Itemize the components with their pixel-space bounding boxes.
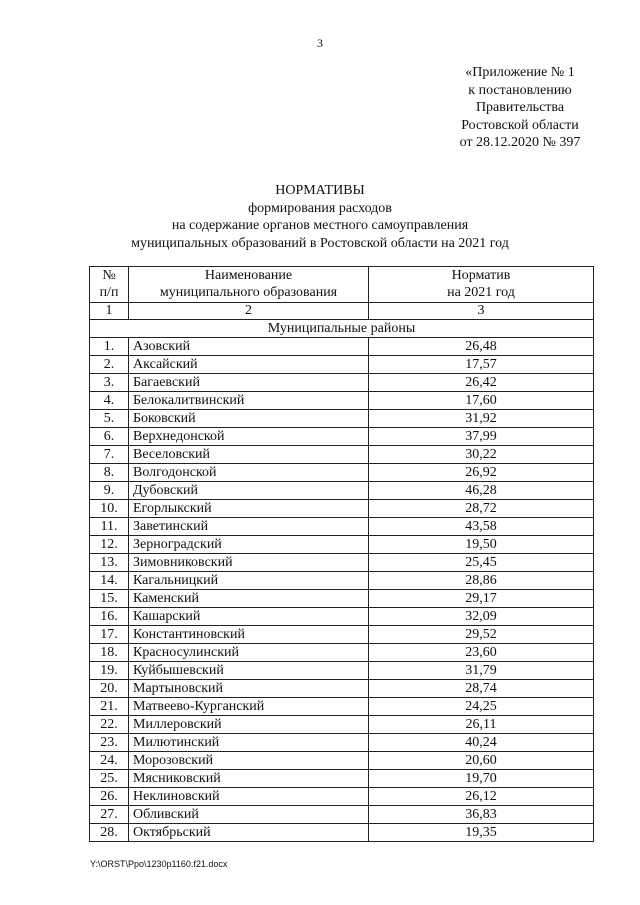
table-header-row: [90, 267, 594, 303]
table-row: [90, 644, 594, 662]
row-name: Мартыновский: [129, 680, 369, 698]
row-number: 6.: [90, 428, 129, 446]
column-number: 2: [129, 303, 369, 320]
table-row: [90, 590, 594, 608]
row-name: Зимовниковский: [129, 554, 369, 572]
table-row: [90, 572, 594, 590]
document-title: [0, 182, 640, 252]
row-number: 17.: [90, 626, 129, 644]
row-number: 3.: [90, 374, 129, 392]
appendix-line: «Приложение № 1: [465, 65, 575, 80]
table-row: [90, 464, 594, 482]
column-number: 1: [90, 303, 129, 320]
table-row: [90, 518, 594, 536]
row-number: 22.: [90, 716, 129, 734]
row-name: Верхнедонской: [129, 428, 369, 446]
row-name: Багаевский: [129, 374, 369, 392]
column-number-row: [90, 303, 594, 320]
row-number: 26.: [90, 788, 129, 806]
row-number: 2.: [90, 356, 129, 374]
table-row: [90, 392, 594, 410]
header-name-line1: Наименование: [204, 268, 293, 283]
table-row: [90, 770, 594, 788]
row-value: 31,79: [369, 662, 594, 680]
row-name: Константиновский: [129, 626, 369, 644]
table-row: [90, 824, 594, 842]
file-path-footer: Y:\ORST\Ppo\1230p1160.f21.docx: [90, 859, 228, 869]
header-value-line1: Норматив: [451, 268, 511, 283]
header-value-line2: на 2021 год: [447, 284, 515, 300]
table-row: [90, 626, 594, 644]
section-title: Муниципальные районы: [90, 320, 594, 338]
row-name: Боковский: [129, 410, 369, 428]
table-row: [90, 410, 594, 428]
row-value: 31,92: [369, 410, 594, 428]
row-name: Обливский: [129, 806, 369, 824]
row-name: Зерноградский: [129, 536, 369, 554]
row-value: 26,48: [369, 338, 594, 356]
table-row: [90, 554, 594, 572]
row-value: 23,60: [369, 644, 594, 662]
row-value: 28,74: [369, 680, 594, 698]
row-number: 24.: [90, 752, 129, 770]
row-number: 1.: [90, 338, 129, 356]
row-name: Октябрьский: [129, 824, 369, 842]
appendix-line: Правительства: [475, 100, 565, 115]
row-value: 26,42: [369, 374, 594, 392]
appendix-line: к постановлению: [468, 82, 572, 98]
table-row: [90, 338, 594, 356]
table-row: [90, 698, 594, 716]
row-value: 19,35: [369, 824, 594, 842]
row-name: Матвеево-Курганский: [129, 698, 369, 716]
table-row: [90, 536, 594, 554]
row-number: 14.: [90, 572, 129, 590]
table-row: [90, 788, 594, 806]
header-name-line2: муниципального образования: [159, 284, 338, 300]
row-value: 40,24: [369, 734, 594, 752]
row-number: 23.: [90, 734, 129, 752]
row-name: Кашарский: [129, 608, 369, 626]
row-number: 5.: [90, 410, 129, 428]
table-row: [90, 482, 594, 500]
row-value: 30,22: [369, 446, 594, 464]
table-row: [90, 680, 594, 698]
row-name: Красносулинский: [129, 644, 369, 662]
row-value: 46,28: [369, 482, 594, 500]
row-value: 28,86: [369, 572, 594, 590]
table-row: [90, 806, 594, 824]
row-number: 7.: [90, 446, 129, 464]
row-value: 17,60: [369, 392, 594, 410]
header-number-line2: п/п: [99, 284, 119, 300]
row-name: Дубовский: [129, 482, 369, 500]
row-value: 26,11: [369, 716, 594, 734]
row-number: 27.: [90, 806, 129, 824]
title-line: муниципальных образований в Ростовской области на 2021 год: [131, 235, 509, 251]
row-value: 32,09: [369, 608, 594, 626]
row-number: 4.: [90, 392, 129, 410]
appendix-block: [420, 64, 620, 152]
row-name: Заветинский: [129, 518, 369, 536]
title-line: НОРМАТИВЫ: [275, 183, 365, 198]
column-number: 3: [369, 303, 594, 320]
row-number: 28.: [90, 824, 129, 842]
row-value: 24,25: [369, 698, 594, 716]
row-number: 9.: [90, 482, 129, 500]
row-value: 43,58: [369, 518, 594, 536]
title-line: на содержание органов местного самоуправления: [171, 218, 469, 233]
table-row: [90, 662, 594, 680]
row-number: 10.: [90, 500, 129, 518]
row-value: 25,45: [369, 554, 594, 572]
table-row: [90, 428, 594, 446]
row-name: Каменский: [129, 590, 369, 608]
row-name: Морозовский: [129, 752, 369, 770]
header-name: [129, 267, 369, 303]
row-name: Кагальницкий: [129, 572, 369, 590]
title-line: формирования расходов: [248, 200, 392, 216]
norms-table: [89, 266, 594, 842]
row-value: 29,52: [369, 626, 594, 644]
row-name: Егорлыкский: [129, 500, 369, 518]
row-number: 15.: [90, 590, 129, 608]
page-number: 3: [317, 36, 323, 50]
appendix-line: от 28.12.2020 № 397: [459, 135, 581, 150]
row-number: 13.: [90, 554, 129, 572]
section-row: [90, 320, 594, 338]
table-row: [90, 716, 594, 734]
table-row: [90, 734, 594, 752]
row-number: 16.: [90, 608, 129, 626]
row-name: Миллеровский: [129, 716, 369, 734]
row-value: 17,57: [369, 356, 594, 374]
row-number: 12.: [90, 536, 129, 554]
table-row: [90, 752, 594, 770]
row-value: 26,12: [369, 788, 594, 806]
row-name: Веселовский: [129, 446, 369, 464]
row-name: Аксайский: [129, 356, 369, 374]
row-name: Куйбышевский: [129, 662, 369, 680]
header-number: [90, 267, 129, 303]
row-name: Азовский: [129, 338, 369, 356]
row-value: 20,60: [369, 752, 594, 770]
row-name: Неклиновский: [129, 788, 369, 806]
appendix-line: Ростовской области: [461, 117, 579, 133]
row-number: 11.: [90, 518, 129, 536]
row-name: Мясниковский: [129, 770, 369, 788]
row-name: Милютинский: [129, 734, 369, 752]
row-number: 20.: [90, 680, 129, 698]
row-value: 36,83: [369, 806, 594, 824]
row-value: 19,50: [369, 536, 594, 554]
row-value: 37,99: [369, 428, 594, 446]
table-row: [90, 356, 594, 374]
row-number: 18.: [90, 644, 129, 662]
row-number: 21.: [90, 698, 129, 716]
row-name: Белокалитвинский: [129, 392, 369, 410]
table-row: [90, 446, 594, 464]
table-row: [90, 500, 594, 518]
row-number: 19.: [90, 662, 129, 680]
table-row: [90, 608, 594, 626]
row-value: 19,70: [369, 770, 594, 788]
header-number-line1: №: [102, 268, 116, 283]
row-value: 28,72: [369, 500, 594, 518]
row-number: 25.: [90, 770, 129, 788]
row-value: 26,92: [369, 464, 594, 482]
header-value: [369, 267, 594, 303]
row-name: Волгодонской: [129, 464, 369, 482]
row-value: 29,17: [369, 590, 594, 608]
table-row: [90, 374, 594, 392]
row-number: 8.: [90, 464, 129, 482]
